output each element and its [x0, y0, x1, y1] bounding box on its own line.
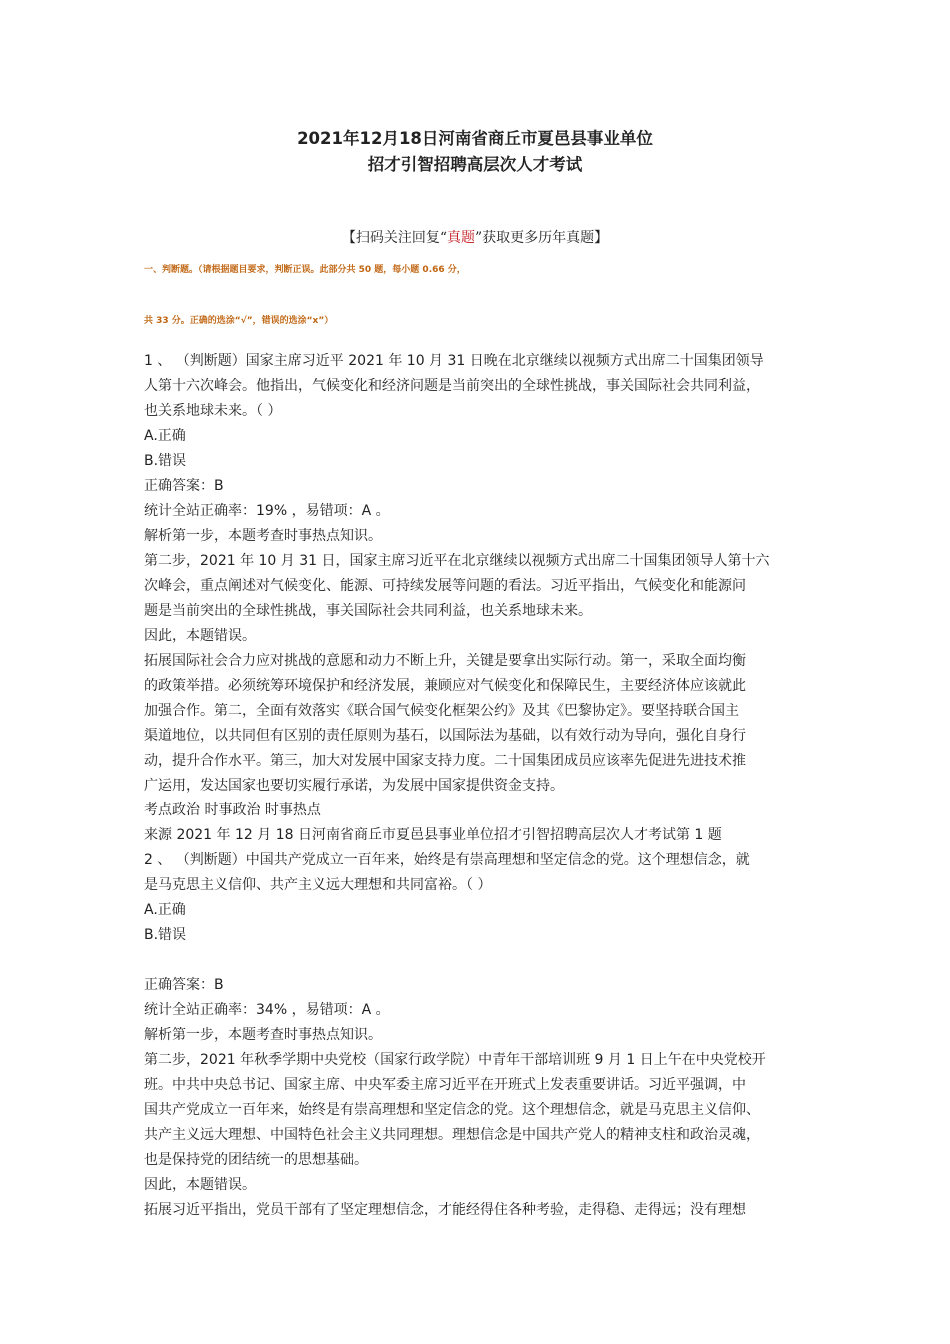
section-heading-line-1: 一、判断题。（请根据题目要求，判断正误。此部分共 50 题，每小题 0.66 分，: [144, 265, 466, 275]
option-b: B.错误: [144, 453, 187, 469]
topic-line: 考点政治 时事政治 时事热点: [144, 802, 321, 818]
body-line: 渠道地位，以共同但有区别的责任原则为基石，以国际法为基础，以有效行动为导向，强化自身行: [144, 728, 746, 744]
doc-title-line-2: 招才引智招聘高层次人才考试: [367, 155, 583, 174]
body-line: 共产主义远大理想、中国特色社会主义共同理想。理想信念是中国共产党人的精神支柱和政治灵魂，: [144, 1127, 760, 1143]
body-line: 动，提升合作水平。第三，加大对发展中国家支持力度。二十国集团成员应该率先促进先进技术推: [144, 753, 746, 769]
promo-banner: [0, 227, 950, 247]
body-line: 第二步，2021 年 10 月 31 日，国家主席习近平在北京继续以视频方式出席二十国集团领导人第十六: [144, 553, 770, 569]
stats-line: 统计全站正确率：19% ，易错项：A 。: [144, 503, 390, 519]
body-line: 第二步，2021 年秋季学期中央党校（国家行政学院）中青年干部培训班 9 月 1 日上午在中央党校开: [144, 1052, 766, 1068]
body-line: 2 、 （判断题）中国共产党成立一百年来，始终是有崇高理想和坚定信念的党。这个理想信念，就: [144, 852, 750, 868]
promo-highlight: 真题: [447, 230, 475, 246]
promo-prefix: 【扫码关注回复“: [341, 230, 447, 246]
option-a: A.正确: [144, 428, 186, 444]
body-line: 的政策举措。必须统筹环境保护和经济发展，兼顾应对气候变化和保障民生，主要经济体应该就此: [144, 678, 746, 694]
answer-line: 正确答案：B: [144, 478, 224, 494]
option-a: A.正确: [144, 902, 186, 918]
body-line: 因此，本题错误。: [144, 1177, 256, 1193]
body-line: 加强合作。第二，全面有效落实《联合国气候变化框架公约》及其《巴黎协定》。要坚持联合国主: [144, 703, 739, 719]
body-line: 也是保持党的团结统一的思想基础。: [144, 1152, 368, 1168]
body-line: 解析第一步，本题考查时事热点知识。: [144, 528, 382, 544]
answer-line: 正确答案：B: [144, 977, 224, 993]
body-line: 拓展习近平指出，党员干部有了坚定理想信念，才能经得住各种考验，走得稳、走得远；没有理想: [144, 1202, 746, 1218]
body-line: 因此，本题错误。: [144, 628, 256, 644]
body-line: 拓展国际社会合力应对挑战的意愿和动力不断上升，关键是要拿出实际行动。第一，采取全面均衡: [144, 653, 746, 669]
body-line: 班。中共中央总书记、国家主席、中央军委主席习近平在开班式上发表重要讲话。习近平强调，中: [144, 1077, 746, 1093]
promo-suffix: ”获取更多历年真题】: [475, 230, 609, 246]
body-line: 是马克思主义信仰、共产主义远大理想和共同富裕。（ ）: [144, 877, 492, 893]
option-b: B.错误: [144, 927, 187, 943]
body-line: 也关系地球未来。（ ）: [144, 403, 282, 419]
body-line: 解析第一步，本题考查时事热点知识。: [144, 1027, 382, 1043]
source-line: 来源 2021 年 12 月 18 日河南省商丘市夏邑县事业单位招才引智招聘高层次人才考试第 1 题: [144, 827, 722, 843]
body-line: 人第十六次峰会。他指出，气候变化和经济问题是当前突出的全球性挑战，事关国际社会共同利益，: [144, 378, 760, 394]
body-line: 1 、 （判断题）国家主席习近平 2021 年 10 月 31 日晚在北京继续以视频方式出席二十国集团领导: [144, 353, 764, 369]
body-line: 次峰会，重点阐述对气候变化、能源、可持续发展等问题的看法。习近平指出，气候变化和能源问: [144, 578, 746, 594]
body-line: 广运用，发达国家也要切实履行承诺，为发展中国家提供资金支持。: [144, 778, 564, 794]
stats-line: 统计全站正确率：34% ，易错项：A 。: [144, 1002, 390, 1018]
doc-title-line-1: 2021年12月18日河南省商丘市夏邑县事业单位: [297, 129, 653, 148]
body-line: 国共产党成立一百年来，始终是有崇高理想和坚定信念的党。这个理想信念，就是马克思主义信仰、: [144, 1102, 760, 1118]
body-line: 题是当前突出的全球性挑战，事关国际社会共同利益，也关系地球未来。: [144, 603, 592, 619]
section-heading-line-2: 共 33 分。正确的选涂“√”，错误的选涂“x”）: [144, 316, 334, 326]
